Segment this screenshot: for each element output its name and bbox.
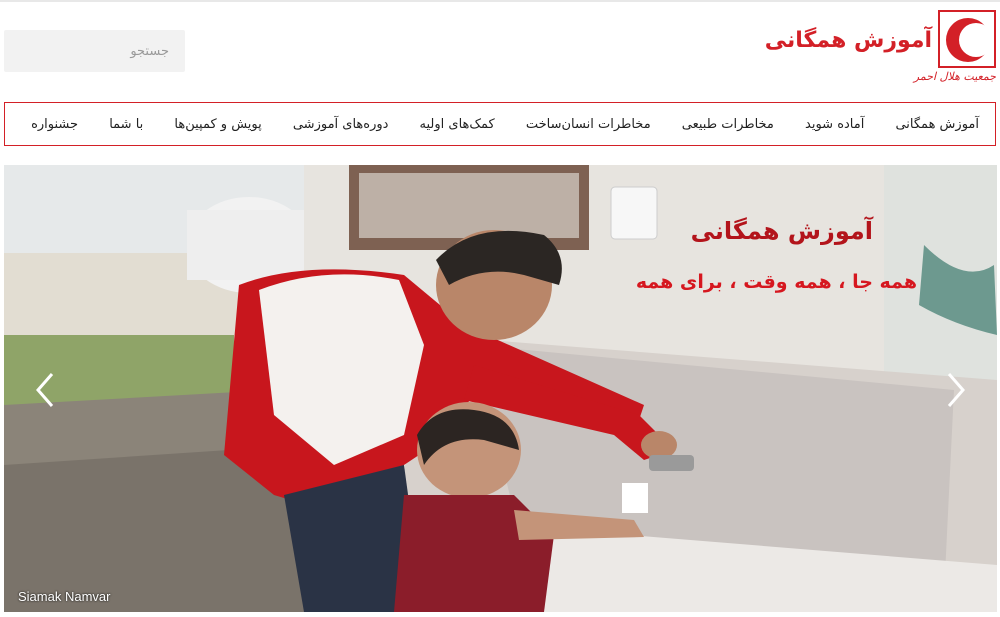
nav-item-campaigns[interactable]: پویش و کمپین‌ها [174, 116, 262, 132]
hero-slider[interactable] [4, 165, 997, 612]
site-header [0, 2, 1000, 100]
chevron-right-icon [945, 370, 967, 410]
site-title[interactable]: آموزش همگانی [764, 28, 932, 53]
search-input[interactable] [4, 30, 185, 72]
site-subtitle: جمعیت هلال احمر [913, 70, 996, 83]
red-crescent-icon [944, 16, 992, 64]
nav-item-training-courses[interactable]: دوره‌های آموزشی [292, 116, 389, 132]
chevron-left-icon [34, 370, 56, 410]
nav-item-public-education[interactable]: آموزش همگانی [895, 116, 979, 132]
nav-item-man-made-hazards[interactable]: مخاطرات انسان‌ساخت [525, 116, 651, 132]
main-navigation [4, 102, 996, 146]
slider-prev-button[interactable] [34, 370, 56, 410]
slider-next-button[interactable] [945, 370, 967, 410]
search-box [4, 30, 185, 72]
slide-title: آموزش همگانی [690, 217, 873, 245]
nav-item-with-you[interactable]: با شما [109, 116, 144, 132]
slide-subtitle: همه جا ، همه وقت ، برای همه [635, 271, 917, 293]
nav-item-natural-hazards[interactable]: مخاطرات طبیعی [681, 116, 774, 132]
photo-credit: Siamak Namvar [18, 589, 111, 604]
nav-item-first-aid[interactable]: کمک‌های اولیه [419, 116, 495, 132]
nav-item-festival[interactable]: جشنواره [31, 116, 79, 132]
logo[interactable] [938, 10, 996, 68]
nav-item-be-prepared[interactable]: آماده شوید [805, 116, 865, 132]
